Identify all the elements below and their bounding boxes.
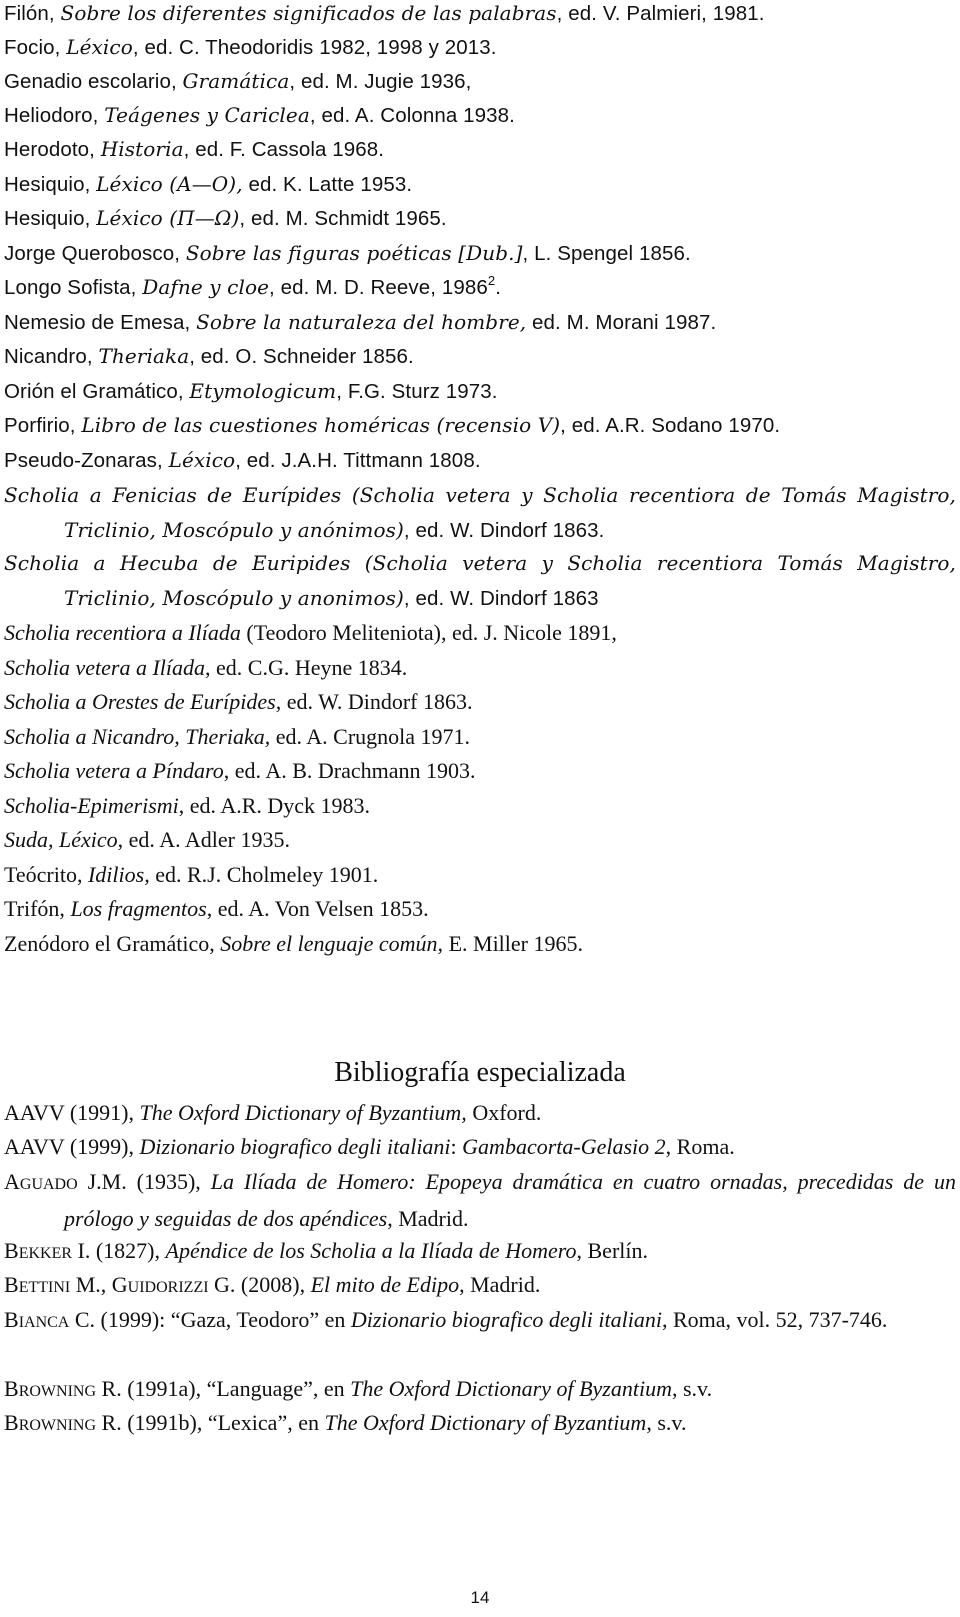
source-entry: Scholia recentiora a Ilíada (Teodoro Meliteniota), ed. J. Nicole 1891, — [4, 620, 617, 645]
source-entry: Hesiquio, Léxico (Π—Ω), ed. M. Schmidt 1965. — [4, 206, 447, 230]
source-entry: Jorge Querobosco, Sobre las figuras poéticas [Dub.], L. Spengel 1856. — [4, 241, 691, 265]
source-entry: Nemesio de Emesa, Sobre la naturaleza del hombre, ed. M. Morani 1987. — [4, 310, 717, 334]
bibliography-entry: BEKKER I. (1827), Apéndice de los Scholia a la Ilíada de Homero, Berlín. — [4, 1238, 648, 1263]
bibliography-entry: BROWNING R. (1991a), “Language”, en The Oxford Dictionary of Byzantium, s.v. — [4, 1376, 713, 1401]
source-entry: Nicandro, Theriaka, ed. O. Schneider 1856. — [4, 344, 414, 368]
source-entry: Focio, Léxico, ed. C. Theodoridis 1982, 1998 y 2013. — [4, 35, 497, 59]
source-entry: Scholia-Epimerismi, ed. A.R. Dyck 1983. — [4, 793, 371, 818]
bibliography-entry: BETTINI M., GUIDORIZZI G. (2008), El mito de Edipo, Madrid. — [4, 1272, 541, 1297]
bibliography-entry: AGUADO J.M. (1935), La Ilíada de Homero: Epopeya dramática en cuatro ornadas, precedidas de un prólogo y seguidas de dos apéndices, Madrid. — [4, 1169, 956, 1231]
source-entry: Filón, Sobre los diferentes significados de las palabras, ed. V. Palmieri, 1981. — [4, 1, 765, 25]
bibliography-entry: AAVV (1999), Dizionario biografico degli italiani: Gambacorta-Gelasio 2, Roma. — [4, 1134, 735, 1159]
page-number: 14 — [470, 1588, 490, 1607]
bibliography-entry: BROWNING R. (1991b), “Lexica”, en The Oxford Dictionary of Byzantium, s.v. — [4, 1410, 687, 1435]
source-entry: Zenódoro el Gramático, Sobre el lenguaje común, E. Miller 1965. — [4, 931, 583, 956]
source-entry: Pseudo-Zonaras, Léxico, ed. J.A.H. Tittmann 1808. — [4, 448, 481, 472]
source-entry: Scholia vetera a Ilíada, ed. C.G. Heyne 1834. — [4, 655, 408, 680]
bibliography-entry: BIANCA C. (1999): “Gaza, Teodoro” en Dizionario biografico degli italiani, Roma, vol. 52, 737-746. — [4, 1307, 888, 1332]
source-entry: Hesiquio, Léxico (Α—Ο), ed. K. Latte 1953. — [4, 172, 413, 196]
source-entry: Porfirio, Libro de las cuestiones homéricas (recensio V), ed. A.R. Sodano 1970. — [4, 413, 781, 437]
source-entry: Trifón, Los fragmentos, ed. A. Von Velsen 1853. — [4, 896, 429, 921]
source-entry: Genadio escolario, Gramática, ed. M. Jugie 1936, — [4, 69, 472, 93]
source-entry: Scholia a Hecuba de Euripides (Scholia vetera y Scholia recentiora Tomás Magistro, Triclinio, Moscópulo y anonimos), ed. W. Dindorf 1863 — [4, 551, 956, 610]
source-entry: Teócrito, Idilios, ed. R.J. Cholmeley 1901. — [4, 862, 379, 887]
source-entry: Scholia a Fenicias de Eurípides (Scholia vetera y Scholia recentiora de Tomás Magistro, Triclinio, Moscópulo y anónimos), ed. W. Dindorf 1863. — [4, 483, 956, 542]
source-entry: Heliodoro, Teágenes y Cariclea, ed. A. Colonna 1938. — [4, 103, 515, 127]
source-entry: Orión el Gramático, Etymologicum, F.G. Sturz 1973. — [4, 379, 498, 403]
source-entry: Scholia a Nicandro, Theriaka, ed. A. Crugnola 1971. — [4, 724, 471, 749]
section-heading: Bibliografía especializada — [334, 1057, 626, 1088]
source-entry: Suda, Léxico, ed. A. Adler 1935. — [4, 827, 290, 852]
source-entry: Longo Sofista, Dafne y cloe, ed. M. D. Reeve, 1986$^2$. — [4, 273, 501, 299]
source-entry: Scholia vetera a Píndaro, ed. A. B. Drachmann 1903. — [4, 758, 476, 783]
bibliography-entry: AAVV (1991), The Oxford Dictionary of Byzantium, Oxford. — [4, 1100, 542, 1125]
source-entry: Scholia a Orestes de Eurípides, ed. W. Dindorf 1863. — [4, 689, 473, 714]
source-entry: Herodoto, Historia, ed. F. Cassola 1968. — [4, 137, 385, 161]
